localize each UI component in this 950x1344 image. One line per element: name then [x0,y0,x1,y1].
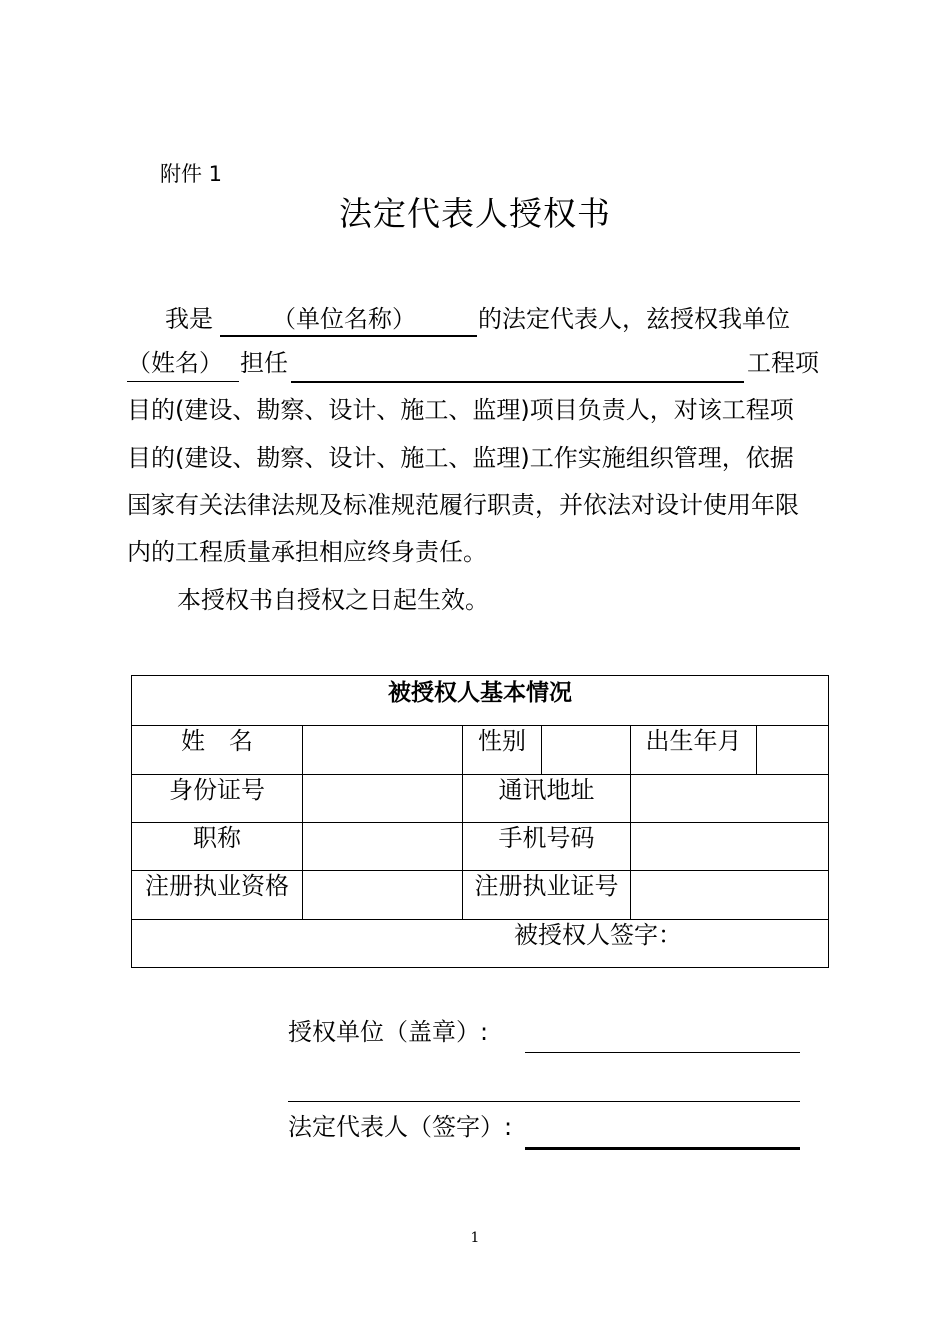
line1-prefix: 我是 [165,305,213,333]
line2-suffix: 工程项 [747,349,819,377]
phone-label: 手机号码 [463,823,631,871]
id-number-value-cell[interactable] [303,774,463,822]
paragraph-line-4: 目的(建设、勘察、设计、施工、监理)工作实施组织管理，依据 [127,444,794,472]
effective-statement: 本授权书自授权之日起生效。 [177,586,489,614]
unit-seal-underline[interactable] [525,1052,800,1053]
attachment-label: 附件 1 [160,162,223,186]
paragraph-line-3: 目的(建设、勘察、设计、施工、监理)项目负责人，对该工程项 [127,396,794,424]
address-value-cell[interactable] [631,774,829,822]
signature-cell[interactable]: 被授权人签字： [132,919,829,967]
page-number: 1 [470,1230,480,1246]
birth-label: 出生年月 [631,726,757,774]
gender-label: 性别 [463,726,542,774]
document-title: 法定代表人授权书 [339,194,611,233]
table-title: 被授权人基本情况 [132,676,829,726]
qualification-value-cell[interactable] [303,871,463,919]
legal-rep-label: 法定代表人（签字）: [288,1113,513,1141]
paragraph-line-6: 内的工程质量承担相应终身责任。 [127,538,487,566]
address-label: 通讯地址 [463,774,631,822]
person-name-field[interactable]: （姓名） [127,349,223,377]
paragraph-line-5: 国家有关法律法规及标准规范履行职责，并依法对设计使用年限 [127,491,799,519]
phone-value-cell[interactable] [631,823,829,871]
gender-value-cell[interactable] [542,726,631,774]
legal-rep-underline[interactable] [525,1147,800,1150]
qualification-label: 注册执业资格 [132,871,303,919]
person-name-underline [127,381,239,382]
line2-role: 担任 [240,349,288,377]
name-value-cell[interactable] [303,726,463,774]
id-number-label: 身份证号 [132,774,303,822]
cert-number-label: 注册执业证号 [463,871,631,919]
project-name-underline[interactable] [291,381,744,383]
unit-name-underline [220,335,477,337]
unit-name-field[interactable]: （单位名称） [272,305,416,333]
unit-seal-label: 授权单位（盖章）: [288,1018,489,1046]
separator-line [288,1101,800,1102]
birth-value-cell[interactable] [757,726,829,774]
line1-suffix: 的法定代表人，兹授权我单位 [478,305,790,333]
authorized-person-table [131,675,829,968]
job-title-label: 职称 [132,823,303,871]
job-title-value-cell[interactable] [303,823,463,871]
cert-number-value-cell[interactable] [631,871,829,919]
name-label: 姓 名 [132,726,303,774]
